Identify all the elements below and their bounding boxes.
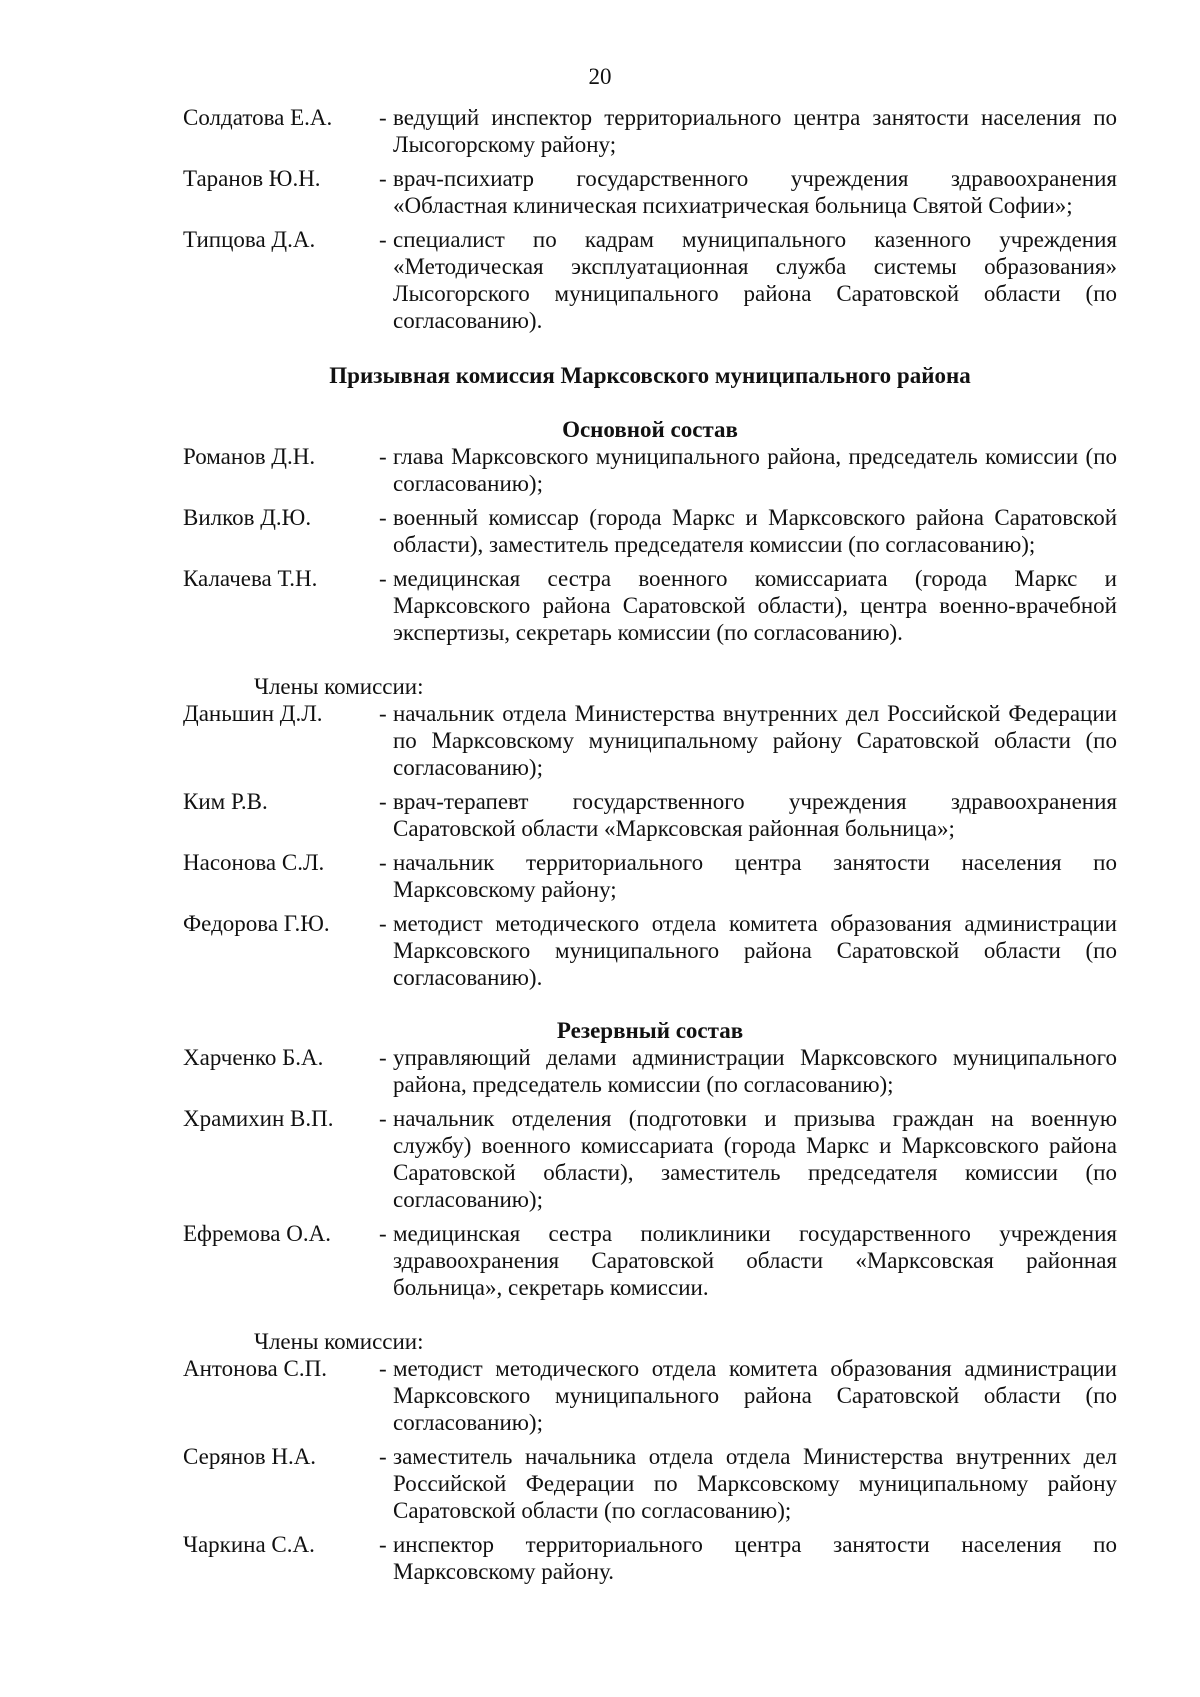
- person-position: специалист по кадрам муниципального казенного учреждения «Методическая эксплуатационная служба системы образования» Лысогорского муниципального района Саратовской области (по согласованию).: [393, 227, 1117, 333]
- person-name: Насонова С.Л.: [183, 850, 325, 875]
- person-position: методист методического отдела комитета образования администрации Марксовского муниципального района Саратовской области (по согласованию);: [393, 1356, 1117, 1435]
- list-item: Храмихин В.П. - начальник отделения (подготовки и призыва граждан на военную службу) военного комиссариата (города Маркс и Марксовского района Саратовской области), заместитель председателя комиссии (по согласованию);: [183, 1106, 1117, 1212]
- person-name: Калачева Т.Н.: [183, 566, 318, 591]
- person-position: начальник отдела Министерства внутренних дел Российской Федерации по Марксовскому муниципальному району Саратовской области (по согласованию);: [393, 701, 1117, 780]
- person-name: Харченко Б.А.: [183, 1045, 324, 1070]
- list-item: Ким Р.В. - врач-терапевт государственного учреждения здравоохранения Саратовской области «Марксовская районная больница»;: [183, 789, 1117, 841]
- list-item: Антонова С.П. - методист методического отдела комитета образования администрации Марксовского муниципального района Саратовской области (по согласованию);: [183, 1356, 1117, 1435]
- person-name: Таранов Ю.Н.: [183, 166, 321, 191]
- person-name: Федорова Г.Ю.: [183, 911, 330, 936]
- list-item: Романов Д.Н. - глава Марксовского муниципального района, председатель комиссии (по согласованию);: [183, 444, 1117, 496]
- members-label: Члены комиссии:: [254, 1329, 424, 1354]
- list-item: Калачева Т.Н. - медицинская сестра военного комиссариата (города Маркс и Марксовского района Саратовской области), центра военно-врачебной экспертизы, секретарь комиссии (по согласованию).: [183, 566, 1117, 645]
- person-name: Даньшин Д.Л.: [183, 701, 323, 726]
- person-name: Ефремова О.А.: [183, 1221, 331, 1246]
- main-composition-heading: Основной состав: [562, 417, 738, 442]
- list-item: Таранов Ю.Н. - врач-психиатр государственного учреждения здравоохранения «Областная клиническая психиатрическая больница Святой Софии»;: [183, 166, 1117, 218]
- person-position: медицинская сестра военного комиссариата (города Маркс и Марксовского района Саратовской области), центра военно-врачебной экспертизы, секретарь комиссии (по согласованию).: [393, 566, 1117, 645]
- person-position: инспектор территориального центра занятости населения по Марксовскому району.: [393, 1532, 1117, 1584]
- person-position: управляющий делами администрации Марксовского муниципального района, председатель комиссии (по согласованию);: [393, 1045, 1117, 1097]
- person-name: Храмихин В.П.: [183, 1106, 334, 1131]
- main-leaders-list: [183, 443, 1117, 646]
- reserve-leaders-list: [183, 1044, 1117, 1301]
- list-item: Вилков Д.Ю. - военный комиссар (города Маркс и Марксовского района Саратовской области), заместитель председателя комиссии (по согласованию);: [183, 505, 1117, 557]
- person-name: Ким Р.В.: [183, 789, 268, 814]
- person-name: Типцова Д.А.: [183, 227, 316, 252]
- page-number: 20: [588, 64, 612, 89]
- person-position: начальник территориального центра занятости населения по Марксовскому району;: [393, 850, 1117, 902]
- list-item: Типцова Д.А. - специалист по кадрам муниципального казенного учреждения «Методическая эксплуатационная служба системы образования» Лысогорского муниципального района Саратовской области (по согласованию).: [183, 227, 1117, 333]
- person-position: ведущий инспектор территориального центра занятости населения по Лысогорскому району;: [393, 105, 1117, 157]
- main-members-list: [183, 700, 1117, 991]
- members-label: Члены комиссии:: [254, 674, 424, 699]
- intro-list: [183, 104, 1117, 334]
- person-position: военный комиссар (города Маркс и Марксовского района Саратовской области), заместитель председателя комиссии (по согласованию);: [393, 505, 1117, 557]
- list-item: Серянов Н.А. - заместитель начальника отдела отдела Министерства внутренних дел Российской Федерации по Марксовскому муниципальному району Саратовской области (по согласованию);: [183, 1444, 1117, 1523]
- person-name: Серянов Н.А.: [183, 1444, 317, 1469]
- person-position: методист методического отдела комитета образования администрации Марксовского муниципального района Саратовской области (по согласованию).: [393, 911, 1117, 990]
- person-name: Антонова С.П.: [183, 1356, 327, 1381]
- list-item: Насонова С.Л. - начальник территориального центра занятости населения по Марксовскому району;: [183, 850, 1117, 902]
- list-item: Харченко Б.А. - управляющий делами администрации Марксовского муниципального района, председатель комиссии (по согласованию);: [183, 1045, 1117, 1097]
- commission-title: Призывная комиссия Марксовского муниципального района: [329, 363, 971, 388]
- person-position: врач-терапевт государственного учреждения здравоохранения Саратовской области «Марксовская районная больница»;: [393, 789, 1117, 841]
- reserve-composition-heading: Резервный состав: [556, 1018, 744, 1043]
- list-item: Федорова Г.Ю. - методист методического отдела комитета образования администрации Марксовского муниципального района Саратовской области (по согласованию).: [183, 911, 1117, 990]
- document-body: [183, 104, 1117, 1592]
- list-item: Чаркина С.А. - инспектор территориального центра занятости населения по Марксовскому району.: [183, 1532, 1117, 1584]
- person-name: Вилков Д.Ю.: [183, 505, 312, 530]
- list-item: Солдатова Е.А. - ведущий инспектор территориального центра занятости населения по Лысогорскому району;: [183, 105, 1117, 157]
- person-position: врач-психиатр государственного учреждения здравоохранения «Областная клиническая психиатрическая больница Святой Софии»;: [393, 166, 1117, 218]
- list-item: Даньшин Д.Л. - начальник отдела Министерства внутренних дел Российской Федерации по Марксовскому муниципальному району Саратовской области (по согласованию);: [183, 701, 1117, 780]
- person-position: заместитель начальника отдела отдела Министерства внутренних дел Российской Федерации по Марксовскому муниципальному району Саратовской области (по согласованию);: [393, 1444, 1117, 1523]
- person-name: Солдатова Е.А.: [183, 105, 333, 130]
- person-position: медицинская сестра поликлиники государственного учреждения здравоохранения Саратовской области «Марксовская районная больница», секретарь комиссии.: [393, 1221, 1117, 1300]
- person-position: начальник отделения (подготовки и призыва граждан на военную службу) военного комиссариата (города Маркс и Марксовского района Саратовской области), заместитель председателя комиссии (по согласованию);: [393, 1106, 1117, 1212]
- person-name: Романов Д.Н.: [183, 444, 316, 469]
- person-name: Чаркина С.А.: [183, 1532, 315, 1557]
- person-position: глава Марксовского муниципального района, председатель комиссии (по согласованию);: [393, 444, 1117, 496]
- list-item: Ефремова О.А. - медицинская сестра поликлиники государственного учреждения здравоохранения Саратовской области «Марксовская районная больница», секретарь комиссии.: [183, 1221, 1117, 1300]
- reserve-members-list: [183, 1355, 1117, 1585]
